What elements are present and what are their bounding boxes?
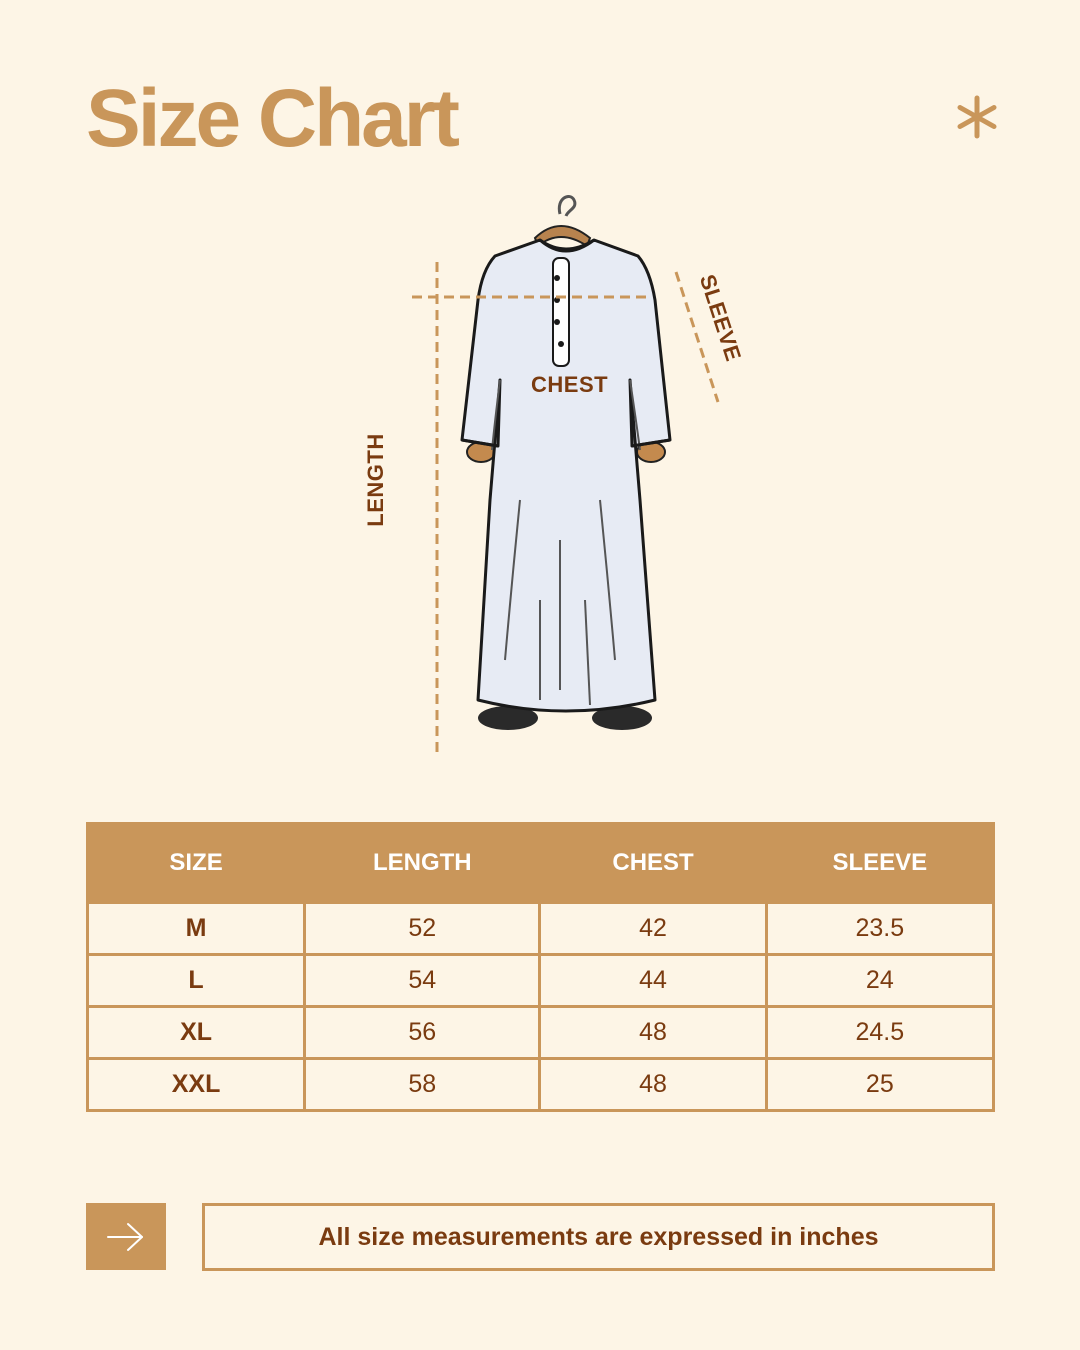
chest-label: CHEST xyxy=(531,372,609,397)
column-header-length: LENGTH xyxy=(305,824,540,903)
table-row xyxy=(88,955,994,1007)
table-row xyxy=(88,1007,994,1059)
sleeve-cell: 25 xyxy=(766,1059,993,1111)
chest-cell: 48 xyxy=(540,1007,766,1059)
size-cell: L xyxy=(88,955,305,1007)
measurement-note-text: All size measurements are expressed in inches xyxy=(318,1222,879,1251)
hanger-icon xyxy=(535,196,590,246)
sleeve-cell: 23.5 xyxy=(766,903,993,955)
column-header-size: SIZE xyxy=(88,824,305,903)
arrow-right-icon xyxy=(104,1220,148,1254)
table-row xyxy=(88,903,994,955)
chest-cell: 44 xyxy=(540,955,766,1007)
column-header-chest: CHEST xyxy=(540,824,766,903)
sleeve-label: SLEEVE xyxy=(694,271,747,365)
chest-cell: 48 xyxy=(540,1059,766,1111)
size-table xyxy=(86,822,995,1112)
length-cell: 54 xyxy=(305,955,540,1007)
sleeve-cell: 24 xyxy=(766,955,993,1007)
column-header-sleeve: SLEEVE xyxy=(766,824,993,903)
length-label: LENGTH xyxy=(363,433,388,527)
size-cell: M xyxy=(88,903,305,955)
asterisk-icon xyxy=(955,95,999,139)
length-cell: 58 xyxy=(305,1059,540,1111)
next-button[interactable] xyxy=(86,1203,166,1270)
length-cell: 56 xyxy=(305,1007,540,1059)
page-title: Size Chart xyxy=(86,73,457,164)
length-cell: 52 xyxy=(305,903,540,955)
thobe-illustration xyxy=(340,188,760,768)
size-cell: XL xyxy=(88,1007,305,1059)
size-cell: XXL xyxy=(88,1059,305,1111)
chest-cell: 42 xyxy=(540,903,766,955)
table-row xyxy=(88,1059,994,1111)
table-header-row xyxy=(88,824,994,903)
sleeve-cell: 24.5 xyxy=(766,1007,993,1059)
measurement-note xyxy=(202,1203,995,1271)
